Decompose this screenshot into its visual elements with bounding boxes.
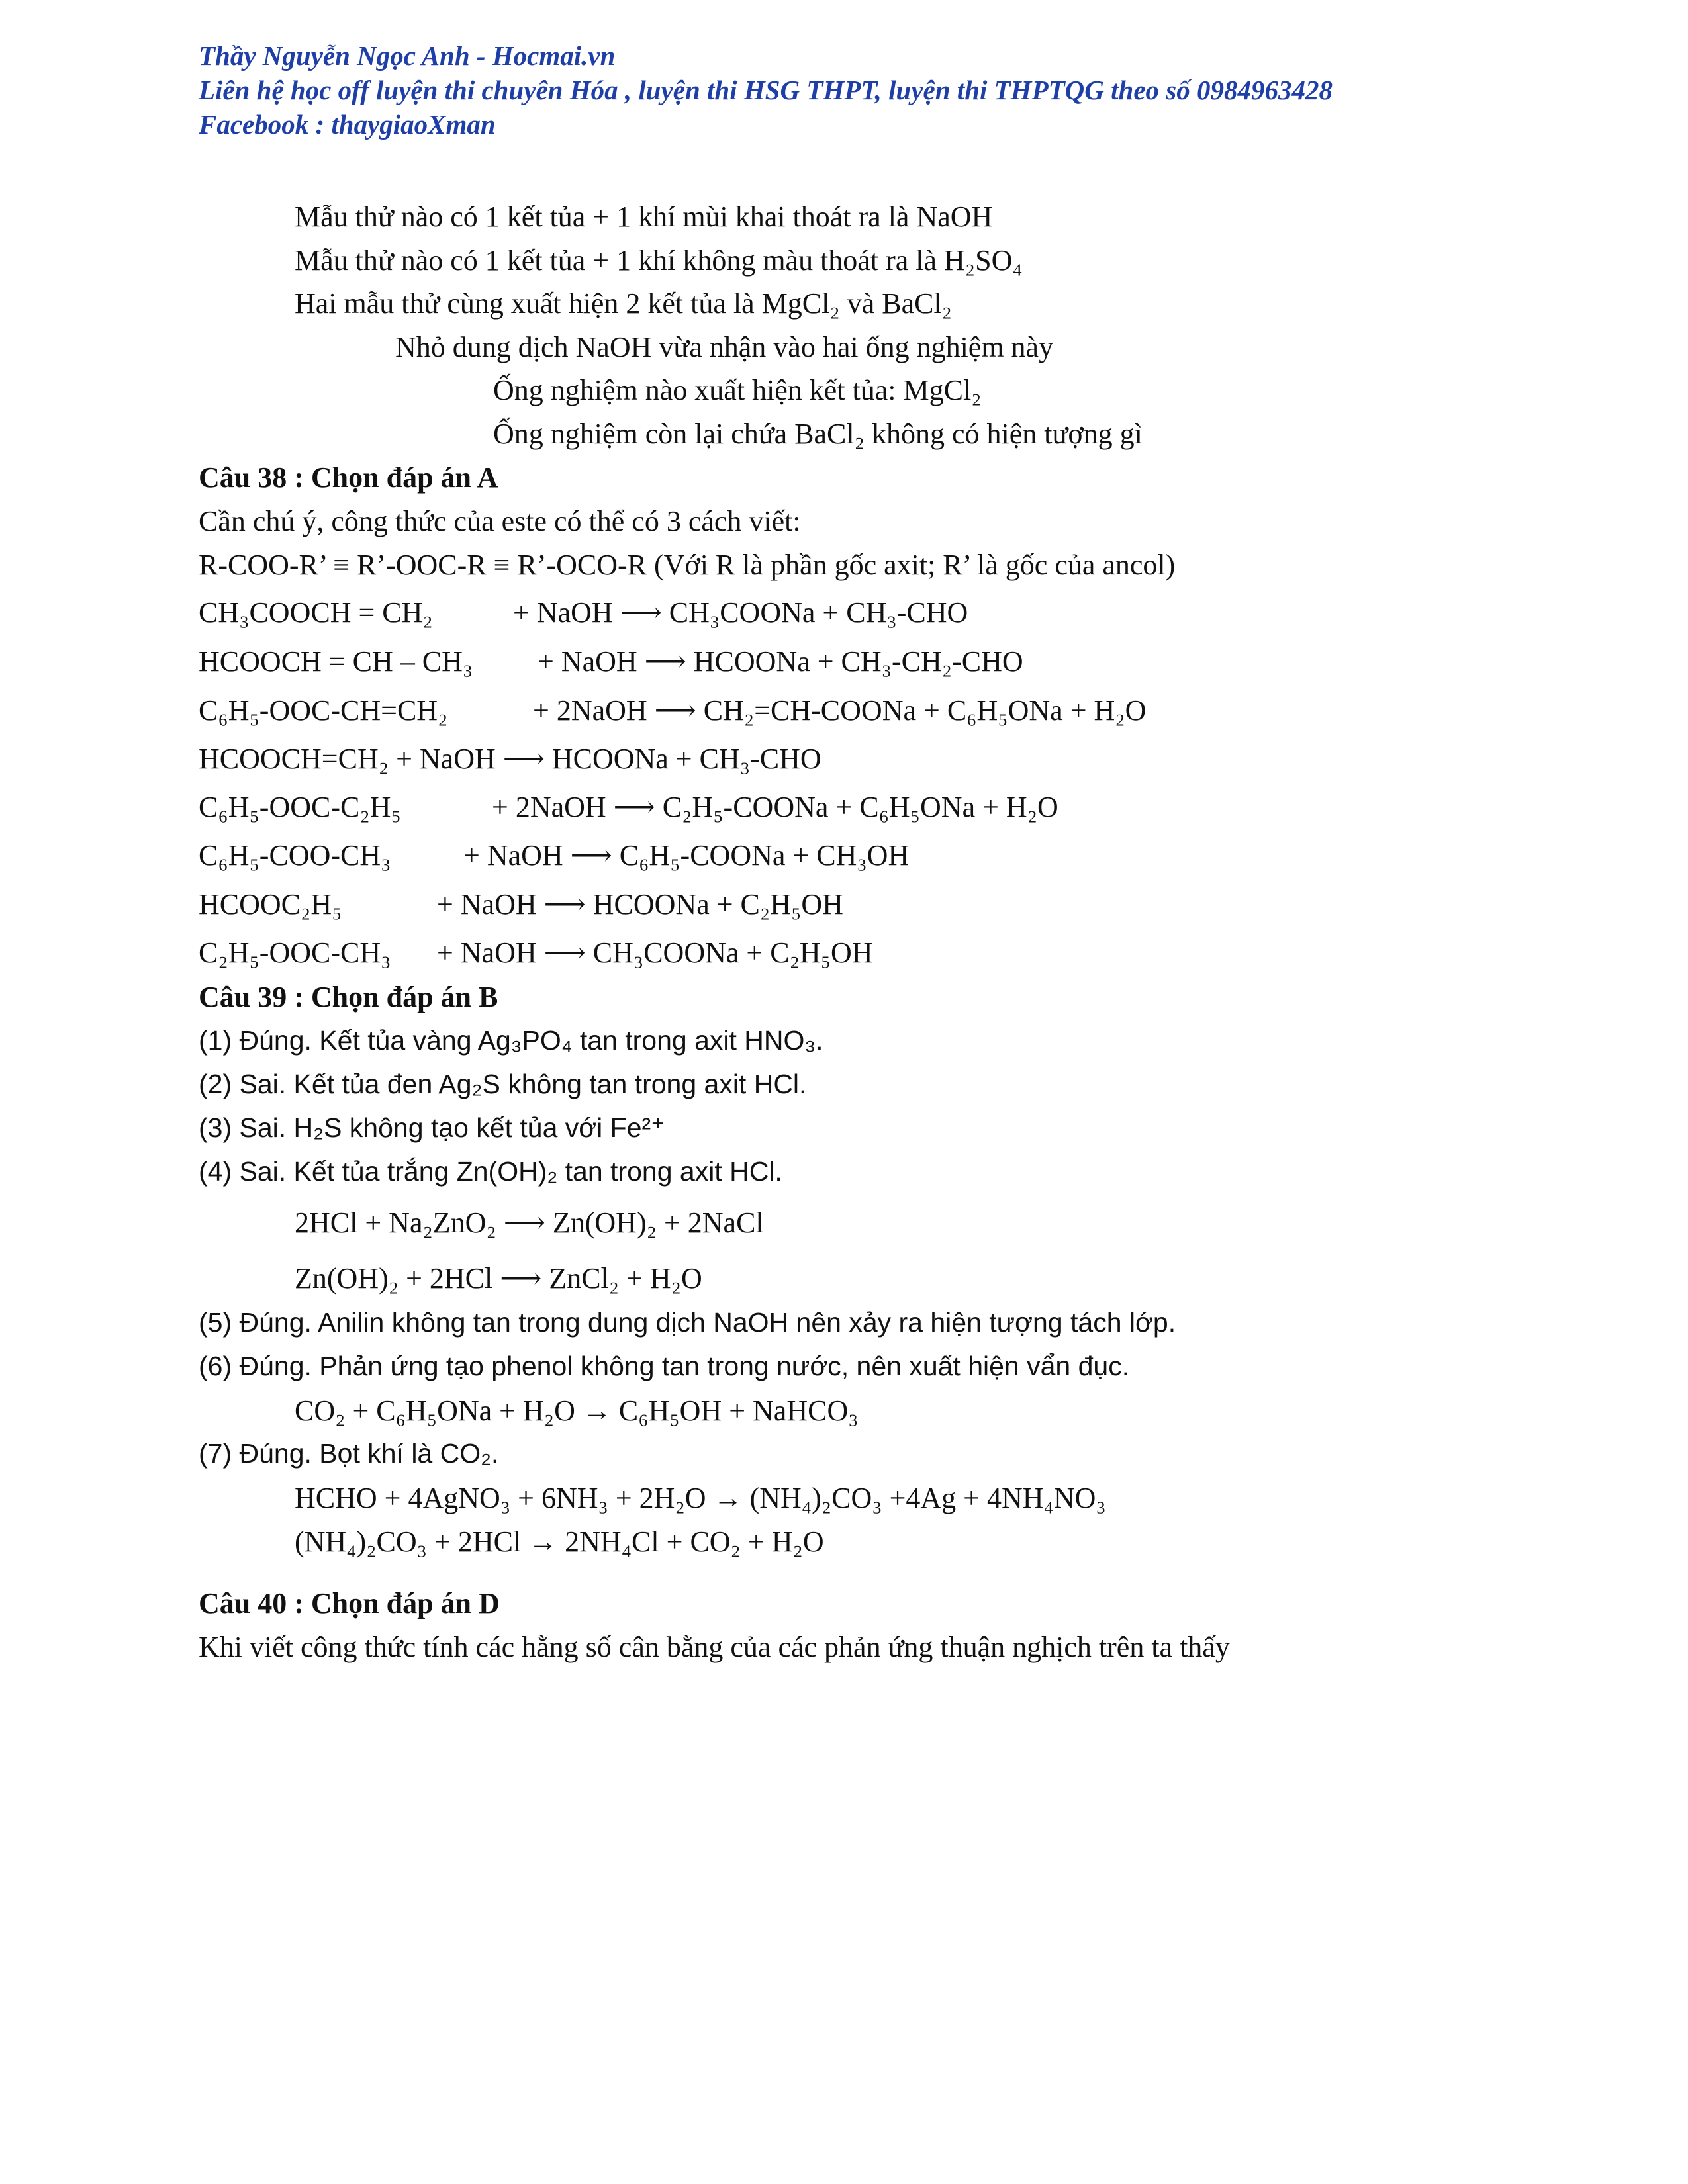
q40-title: Câu 40 : Chọn đáp án D [199, 1587, 500, 1619]
test-line-add-naoh: Nhỏ dung dịch NaOH vừa nhận vào hai ống nghiệm này [395, 331, 1054, 363]
q38-reaction-5 [199, 793, 1390, 826]
q39-statement-4: (4) Sai. Kết tủa trắng Zn(OH)₂ tan trong axit HCl. [199, 1156, 782, 1187]
reactant: HCOOC₂H₅ [199, 888, 342, 921]
header-author: Thầy Nguyễn Ngọc Anh - Hocmai.vn [199, 40, 616, 71]
q39-equation-7b: (NH₄)₂CO₃ + 2HCl → 2NH₄Cl + CO₂ + H₂O [295, 1525, 824, 1558]
q39-equation-7a: HCHO + 4AgNO₃ + 6NH₃ + 2H₂O → (NH₄)₂CO₃ +4Ag + 4NH₄NO₃ [295, 1482, 1106, 1514]
test-line-bacl2: Ống nghiệm còn lại chứa BaCl₂ không có hiện tượng gì [493, 418, 1143, 450]
q38-reaction-7 [199, 890, 1390, 923]
reactant: HCOOCH = CH – CH₃ [199, 645, 473, 678]
reactant: C₆H₅-OOC-CH=CH₂ [199, 694, 448, 727]
products: + NaOH ⟶ HCOONa + C₂H₅OH [437, 888, 843, 921]
test-line-mgcl2: Ống nghiệm nào xuất hiện kết tủa: MgCl₂ [493, 374, 982, 406]
q38-note: Cần chú ý, công thức của este có thể có 3 cách viết: [199, 505, 801, 537]
products: + NaOH ⟶ HCOONa + CH₃-CH₂-CHO [538, 645, 1023, 678]
q39-statement-6: (6) Đúng. Phản ứng tạo phenol không tan trong nước, nên xuất hiện vẩn đục. [199, 1351, 1130, 1381]
reactant: C₆H₅-COO-CH₃ [199, 839, 391, 872]
q39-equation-4a: 2HCl + Na₂ZnO₂ ⟶ Zn(OH)₂ + 2NaCl [295, 1206, 764, 1239]
products: + NaOH ⟶ CH₃COONa + C₂H₅OH [437, 936, 873, 969]
header-facebook: Facebook : thaygiaoXman [199, 109, 496, 140]
q38-title: Câu 38 : Chọn đáp án A [199, 461, 498, 494]
reactant: C₂H₅-OOC-CH₃ [199, 936, 391, 969]
page-header [199, 38, 1333, 142]
q39-equation-4b: Zn(OH)₂ + 2HCl ⟶ ZnCl₂ + H₂O [295, 1262, 702, 1295]
reactant: CH₃COOCH = CH₂ [199, 596, 433, 629]
q39-statement-2: (2) Sai. Kết tủa đen Ag₂S không tan trong axit HCl. [199, 1069, 807, 1099]
products: + 2NaOH ⟶ CH₂=CH-COONa + C₆H₅ONa + H₂O [533, 694, 1147, 727]
reactant: C₆H₅-OOC-C₂H₅ [199, 791, 401, 823]
test-line-mgcl2-bacl2: Hai mẫu thử cùng xuất hiện 2 kết tủa là MgCl₂ và BaCl₂ [295, 287, 953, 320]
q38-reaction-6 [199, 841, 1390, 874]
products: + 2NaOH ⟶ C₂H₅-COONa + C₆H₅ONa + H₂O [492, 791, 1058, 823]
q38-reaction-3 [199, 696, 1456, 729]
q38-ester-forms: R-COO-R’ ≡ R’-OOC-R ≡ R’-OCO-R (Với R là phần gốc axit; R’ là gốc của ancol) [199, 549, 1176, 581]
q39-statement-1: (1) Đúng. Kết tủa vàng Ag₃PO₄ tan trong axit HNO₃. [199, 1025, 823, 1056]
q40-text: Khi viết công thức tính các hằng số cân bằng của các phản ứng thuận nghịch trên ta thấy [199, 1631, 1230, 1663]
q38-reaction-8 [199, 938, 1390, 972]
q39-title: Câu 39 : Chọn đáp án B [199, 981, 498, 1013]
test-line-h2so4: Mẫu thử nào có 1 kết tủa + 1 khí không màu thoát ra là H₂SO₄ [295, 244, 1023, 277]
q39-equation-6: CO₂ + C₆H₅ONa + H₂O → C₆H₅OH + NaHCO₃ [295, 1394, 859, 1427]
products: + NaOH ⟶ C₆H₅-COONa + CH₃OH [463, 839, 910, 872]
reaction: HCOOCH=CH₂ + NaOH ⟶ HCOONa + CH₃-CHO [199, 743, 821, 775]
q39-statement-5: (5) Đúng. Anilin không tan trong dung dịch NaOH nên xảy ra hiện tượng tách lớp. [199, 1307, 1176, 1338]
test-line-naoh: Mẫu thử nào có 1 kết tủa + 1 khí mùi khai thoát ra là NaOH [295, 201, 993, 233]
products: + NaOH ⟶ CH₃COONa + CH₃-CHO [513, 596, 968, 629]
q38-reaction-2 [199, 647, 1390, 680]
q38-reaction-4 [199, 745, 1390, 778]
header-contact: Liên hệ học off luyện thi chuyên Hóa , luyện thi HSG THPT, luyện thi THPTQG theo số 0984963428 [199, 75, 1333, 105]
q38-reaction-1 [199, 598, 1390, 631]
q39-statement-3: (3) Sai. H₂S không tạo kết tủa với Fe²⁺ [199, 1113, 665, 1143]
q39-statement-7: (7) Đúng. Bọt khí là CO₂. [199, 1438, 499, 1469]
